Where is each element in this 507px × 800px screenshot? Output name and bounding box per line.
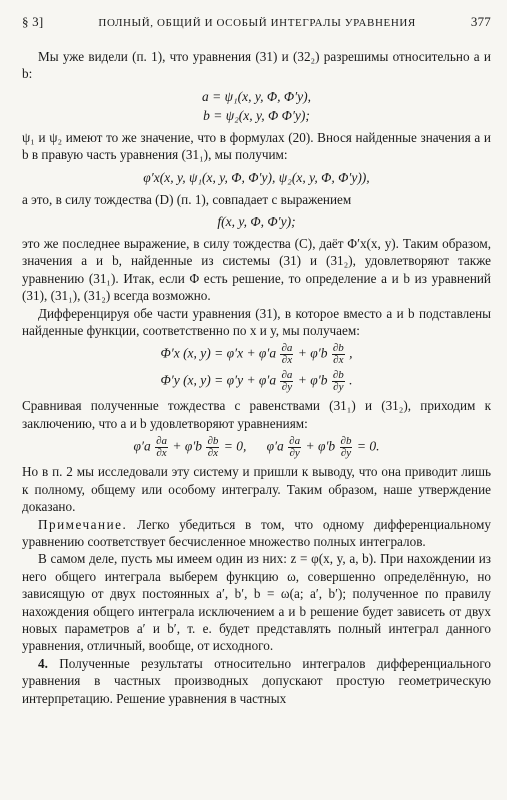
- frac-num: ∂b: [207, 435, 219, 448]
- equation-derivative-y: [22, 370, 491, 393]
- eq5-end: ,: [349, 346, 353, 362]
- paragraph-2: ψ₁ и ψ₂ имеют то же значение, что в формулах (20). Внося найденные значения a и b в правую часть уравнения (31₁), мы получим:: [22, 129, 491, 163]
- paragraph-9: В самом деле, пусть мы имеем один из них: z = φ(x, y, a, b). При нахождении из него общего интеграла выберем функцию ω, совершенно определённую, но зависящую от двух постоянных a′, b′, b = ω(a; a′, b′); полученное по правилу нахождения общего интеграла исключением a и b решение будет зависеть от двух новых параметров a′ и b′, т. е. будет представлять полный интеграл данного уравнения, отличный, вообще, от исходного.: [22, 551, 491, 654]
- paragraph-3: а это, в силу тождества (D) (п. 1), совпадает с выражением: [22, 191, 352, 207]
- frac-num: ∂b: [332, 342, 344, 355]
- paragraph-10-text: Полученные результаты относительно интегралов дифференциального уравнения в частных производных допускают простую геометрическую интерпретацию. Решение уравнения в частных: [22, 655, 491, 706]
- fraction: [280, 343, 293, 366]
- frac-den: ∂x: [207, 447, 219, 460]
- equation-expression: f(x, y, Φ, Φ′y);: [217, 214, 296, 230]
- equation-pair: [22, 436, 491, 459]
- running-title: ПОЛНЫЙ, ОБЩИЙ И ОСОБЫЙ ИНТЕГРАЛЫ УРАВНЕНИЯ: [98, 17, 416, 29]
- eq7-b: + φ′b: [172, 438, 203, 454]
- page-number: 377: [470, 14, 491, 29]
- equation-system-ab: [22, 87, 491, 125]
- frac-num: ∂b: [340, 435, 352, 448]
- frac-num: ∂a: [281, 369, 293, 382]
- note-text: Легко убедиться в том, что одному дифференциальному уравнению соответствует бесчисленное множество полных интегралов.: [22, 516, 491, 549]
- fraction: [280, 370, 293, 393]
- frac-den: ∂y: [340, 447, 352, 460]
- running-header: [22, 14, 491, 30]
- eq5-mid: + φ′b: [297, 346, 328, 362]
- fraction: [206, 436, 219, 459]
- frac-num: ∂a: [289, 435, 301, 448]
- fraction: [288, 436, 301, 459]
- item-number: 4.: [38, 655, 48, 671]
- eq7-c: = 0,: [223, 438, 247, 454]
- eq6-mid: + φ′b: [297, 373, 328, 389]
- paragraph-5: Дифференцируя обе части уравнения (31), в которое вместо a и b подставлены найденные функции, соответственно по x и y, мы получаем:: [22, 305, 491, 339]
- section-marker: § 3]: [22, 14, 44, 29]
- eq6-end: .: [349, 373, 353, 389]
- fraction: [340, 436, 353, 459]
- eq7-f: = 0.: [356, 438, 380, 454]
- frac-den: ∂x: [333, 354, 344, 367]
- note-label: Примечание.: [38, 516, 128, 532]
- frac-den: ∂x: [156, 447, 167, 460]
- eq7-e: + φ′b: [305, 438, 336, 454]
- equation-substitution: φ′x(x, y, ψ₁(x, y, Φ, Φ′y), ψ₂(x, y, Φ, Φ′y)),: [143, 169, 370, 185]
- frac-den: ∂y: [281, 381, 293, 394]
- eq6-lhs: Φ′y (x, y) = φ′y + φ′a: [160, 373, 277, 389]
- paragraph-10: [22, 655, 491, 707]
- paragraph-1: Мы уже видели (п. 1), что уравнения (31) и (32₂) разрешимы относительно a и b:: [22, 49, 491, 82]
- frac-den: ∂y: [289, 447, 300, 460]
- frac-num: ∂b: [332, 369, 344, 382]
- frac-num: ∂a: [281, 342, 293, 355]
- frac-den: ∂y: [333, 381, 344, 394]
- fraction: [332, 370, 345, 393]
- paragraph-note: [22, 516, 491, 551]
- equation-b: b = ψ₂(x, y, Φ Φ′y);: [203, 107, 310, 123]
- paragraph-4: это же последнее выражение, в силу тождества (C), даёт Φ′x(x, y). Таким образом, значения a и b, найденные из системы (31) и (31₂), удовлетворяют также уравнению (31₁). Итак, если Φ есть решение, то определение a и b из уравнений (31), (31₁), (31₂) всегда возможно.: [22, 236, 491, 304]
- eq7-a: φ′a: [133, 438, 151, 454]
- paragraph-6: Сравнивая полученные тождества с равенствами (31₁) и (31₂), приходим к заключению, что a и b удовлетворяют уравнениям:: [22, 398, 491, 431]
- equation-derivative-x: [22, 343, 491, 366]
- paragraph-7: Но в п. 2 мы исследовали эту систему и пришли к выводу, что она приводит лишь к полному, общему или особому интегралу. Таким образом, наше утверждение доказано.: [22, 464, 491, 515]
- frac-den: ∂x: [281, 354, 293, 367]
- fraction: [332, 343, 345, 366]
- equation-a: a = ψ₁(x, y, Φ, Φ′y),: [201, 88, 312, 104]
- fraction: [155, 436, 168, 459]
- eq5-lhs: Φ′x (x, y) = φ′x + φ′a: [160, 346, 277, 362]
- frac-num: ∂a: [156, 435, 168, 448]
- eq7-d: φ′a: [266, 438, 284, 454]
